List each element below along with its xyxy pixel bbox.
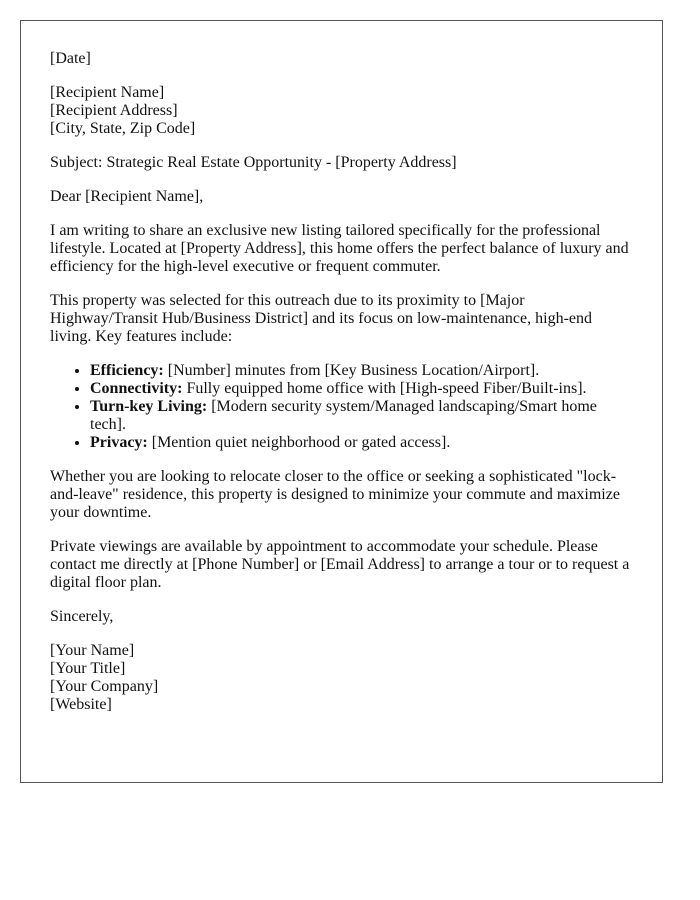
recipient-name: [Recipient Name]: [50, 84, 165, 101]
feature-text: [Modern security system/Managed landscaping/Smart home tech].: [90, 398, 597, 433]
letter: [20, 20, 663, 783]
feature-text: [Number] minutes from [Key Business Location/Airport].: [163, 362, 540, 379]
feature-text: [Mention quiet neighborhood or gated access].: [147, 434, 451, 451]
feature-label: Connectivity:: [90, 380, 183, 397]
salutation: Dear [Recipient Name],: [50, 188, 204, 205]
sender-name: [Your Name]: [50, 642, 135, 659]
feature-item: [90, 398, 633, 434]
sender-block: [50, 642, 633, 714]
date: [Date]: [50, 50, 91, 67]
body-paragraph: I am writing to share an exclusive new listing tailored specifically for the professional lifestyle. Located at [Property Address], this home offers the perfect balance of luxury and efficiency for the high-level executive or frequent commuter.: [50, 222, 629, 275]
sender-title: [Your Title]: [50, 660, 126, 677]
feature-text: Fully equipped home office with [High-speed Fiber/Built-ins].: [182, 380, 587, 397]
signoff: Sincerely,: [50, 608, 114, 625]
feature-item: [90, 362, 633, 380]
body-paragraph: Whether you are looking to relocate closer to the office or seeking a sophisticated "lock-and-leave" residence, this property is designed to minimize your commute and maximize your downtime.: [50, 468, 620, 521]
feature-item: [90, 380, 633, 398]
feature-item: [90, 434, 633, 452]
feature-list: [50, 362, 633, 452]
body-paragraph: Private viewings are available by appointment to accommodate your schedule. Please contact me directly at [Phone Number] or [Email Address] to arrange a tour or to request a digital floor plan.: [50, 538, 630, 591]
recipient-block: [50, 84, 633, 138]
body-paragraph: This property was selected for this outreach due to its proximity to [Major Highway/Transit Hub/Business District] and its focus on low-maintenance, high-end living. Key features include:: [50, 292, 592, 345]
feature-label: Privacy:: [90, 434, 148, 451]
feature-label: Efficiency:: [90, 362, 164, 379]
subject-line: Subject: Strategic Real Estate Opportunity - [Property Address]: [50, 154, 457, 171]
feature-label: Turn-key Living:: [90, 398, 208, 415]
recipient-address: [Recipient Address]: [50, 102, 178, 119]
sender-company: [Your Company]: [50, 678, 159, 695]
sender-website: [Website]: [50, 696, 112, 713]
recipient-city: [City, State, Zip Code]: [50, 120, 196, 137]
